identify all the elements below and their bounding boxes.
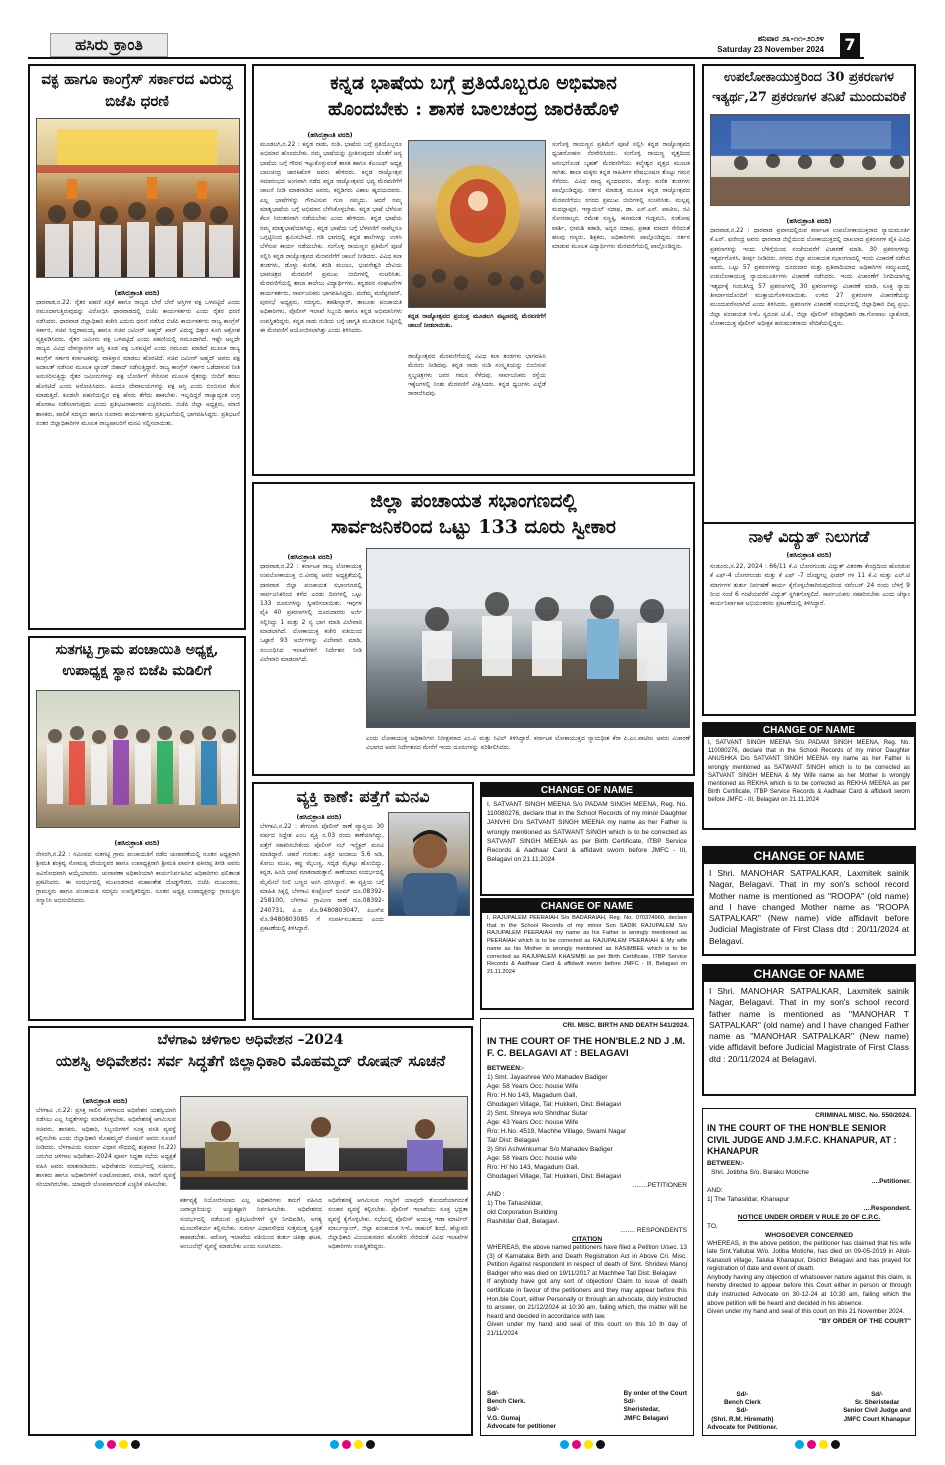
article-body: ಧಾರವಾಡ,ನ.22 : ಕರ್ನಾಟಕ ರಾಜ್ಯ ಲೋಕಾಯುಕ್ತ ಉಪಲೋಕಾಯುಕ್ತ ಬಿ.ವೀರಪ್ಪ ಅವರ ಅಧ್ಯಕ್ಷತೆಯಲ್ಲಿ ಧಾರವಾಡ ಜಿಲ್ಲಾ ಪಂಚಾಯತ ಸಭಾಂಗಣದಲ್ಲಿ ಸಾರ್ವಜನಿಕರಿಂದ ಕಳೆದ ಎರಡು ದಿನಗಳಲ್ಲಿ ಒಟ್ಟು 133 ದೂರುಗಳನ್ನು ಸ್ವೀಕರಿಸಲಾಯಿತು. ಇವುಗಳ ಪೈಕಿ 40 ಪ್ರಕರಣಗಳಲ್ಲಿ ದೂರುದಾರರು ಅರ್ಜಿ ಸಲ್ಲಿಸಿದ್ದು 1 ಮತ್ತು 2 ನ್ಯ ಭಾಗ ಮಾಡಿ ವಿಲೇವಾರಿ ಮಾಡಲಾಗಿದೆ. ಲೋಕಾಯುಕ್ತ ಕಚೇರಿ ವತಿಯಿಂದ ಒಟ್ಟಾರೆ 93 ಅರ್ಜಿಗಳನ್ನು ವಿಲೇವಾರಿ ಮಾಡಿ, ಸಂಬಂಧಿಸಿದ ಇಲಾಖೆಗಳಿಗೆ ನಿರ್ದೇಶನ ನೀಡಿ ವಿಲೇವಾರಿ ಮಾಡಲಾಗಿದೆ.: [260, 563, 362, 663]
issue-date-kn: ಶನಿವಾರ ೨೩-೧೧-೨೦೨೪: [757, 34, 824, 43]
missing-person-photo: [388, 812, 470, 916]
to-label: TO,: [707, 1222, 718, 1230]
protest-photo-svg: [37, 119, 240, 278]
signature-left: Sd/- Bench Clerk. Sd/- V.G. Gumaj Advocate for petitioner: [487, 1389, 556, 1430]
dateline: (ಹಸಿರುಕ್ರಾಂತಿ ವರದಿ): [287, 553, 333, 561]
photo-caption: ಎಂದು ಲೋಕಾಯುಕ್ತ ಅಧಿಕಾರಿಗಳು ನಿರೀಕ್ಷಕರಾದ ಎಂ.ವಿ ಮತ್ತು ಸಿವಿಲ್ ತಿಳಿಸಿದ್ದಾರೆ. ಕರ್ನಾಟಕ ಲೋಕಾಯುಕ್ತದ ನ್ಯಾಯಧೀಶ ಕೆರಾ ಪಿ.ಎಂ.ಪಾಟೀಲ ಅವರು ವಿಚಾರಣೆ ವಿಭಾಗದ ಅವರ ನಿರ್ದೇಶನದ ಮೇರೆಗೆ ಇಂದು ದೂರುಗಳನ್ನು ಪರಿಶೀಲಿಸಿದರು.: [366, 735, 690, 752]
headline: ವ್ಯಕ್ತಿ ಕಾಣೆ: ಪತ್ತೆಗೆ ಮನವಿ: [296, 787, 430, 806]
article-power-cut: [702, 524, 916, 716]
article-kannada-pride: [252, 64, 695, 476]
petitioner-1: 1) Smt. Jayashree W/o Mahadev Badiger Age: 58 Years Occ: house Wife R/o: H.No 143, Magadum Gall, Ghodageri Village, Tal: Hukkeri, Dist: Belagavi: [487, 1074, 622, 1108]
article-body-mid: ಕರ್ತವ್ಯಕ್ಕೆ ನಿಯೋಜಿಸಲಾದ ಎಲ್ಲ ಅಧಿಕಾರಿಗಳು ತಮಗೆ ವಹಿಸಿದ ಜವಾಬ್ದಾರಿಯನ್ನು ಅಚ್ಚುಕಟ್ಟಾಗಿ ನಿರ್ವಹಿಸಬೇಕು. ಅಧಿವೇಶನದ ಸಂದರ್ಭದಲ್ಲಿ ನಡೆಯುವ ಪ್ರತಿಭಟನೆಗಳಿಗೆ ಸ್ಥಳ ನಿಗದಿಪಡಿಸಿ, ಅಗತ್ಯ ಮೂಲಸೌಕರ್ಯ ಕಲ್ಪಿಸಬೇಕು. ಸುವರ್ಣ ವಿಧಾನಸೌಧದ ಸುತ್ತಮುತ್ತ ಸ್ವಚ್ಛತೆ ಕಾಪಾಡಬೇಕು. ಆರೋಗ್ಯ ಇಲಾಖೆಯ ವತಿಯಿಂದ ತುರ್ತು ಚಿಕಿತ್ಸಾ ಘಟಕ, ಆಂಬುಲೆನ್ಸ್ ವ್ಯವಸ್ಥೆ ಮಾಡಬೇಕು ಎಂದು ಸೂಚಿಸಿದರು.: [180, 1197, 322, 1251]
between-label: BETWEEN:-: [707, 1159, 745, 1167]
notice-text: I, SATVANT SINGH MEENA S/o PADAM SINGH MEENA, Reg. No. 110080276, declare that in the School Records of my minor Daughter JANVHI D/o SATVANT SINGH MEENA my name as her Father is wrongly mentioned as SATWANT SINGH which is to be corrected as SATVANT SINGH MEENA as per Birth Certificate, ITBP Service Records & Aadhaar Card & affidavit sworn before JMFC - III, Belagavi on 21.11.2024: [487, 801, 687, 864]
photo-caption: ಕನ್ನಡ ರಾಜ್ಯೋತ್ಸವದ ಪ್ರಯುಕ್ತ ಮೂಡಲಗಿ ಪಟ್ಟಣದಲ್ಲಿ ಮೆರವಣಿಗೆಗೆ ಚಾಲನೆ ನೀಡಲಾಯಿತು.: [408, 313, 546, 330]
article-body-right: ಸಂಗೊಳ್ಳಿ ರಾಯಣ್ಣನ ಪ್ರತಿಮೆಗೆ ಪೂಜೆ ಸಲ್ಲಿಸಿ ಕನ್ನಡ ರಾಜ್ಯೋತ್ಸವದ ಧ್ವಜಾರೋಹಣ ನೆರವೇರಿಸಿದರು. ಸಂಗೊಳ್ಳಿ ರಾಯಣ್ಣ ವೃತ್ತದಿಂದ ಆರಂಭಗೊಂಡ ಬೃಹತ್ ಮೆರವಣಿಗೆಯು ಕಲ್ಮೇಶ್ವರ ವೃತ್ತದ ಮೂಲಕ ಸಾಗಿತು. ಶಾಲಾ ಮಕ್ಕಳು ಕನ್ನಡ ಸಾಹಿತಿಗಳ ವೇಷಭೂಷಣ ತೊಟ್ಟು ಗಮನ ಸೆಳೆದರು. ವಿವಿಧ ವಾದ್ಯ ವೃಂದದವರು, ಡೊಳ್ಳು ಕುಣಿತ ತಂಡಗಳು ಪಾಲ್ಗೊಂಡಿದ್ದವು. ನರ್ತನ ಮಾಡುತ್ತ ಮೂಲಕ ಕನ್ನಡ ರಾಜ್ಯೋತ್ಸವದ ಮೆರವಣಿಗೆಯು ನಗರದ ಪ್ರಮುಖ ಬೀದಿಗಳಲ್ಲಿ ಸಂಚರಿಸಿತು. ಮಲ್ಲಪ್ಪ ಮದಲ್ಲಾಪುರ, ಇಸ್ಮಾಯಿಲ್ ನದಾಫ, ಡಾ. ಎಸ್.ಎಸ್. ಪಾಟೀಲ, ರವಿ ಸೋನವಾಲ್ಕರ, ರಮೇಶ ಸಣ್ಣಕ್ಕಿ, ಹಣಮಂತ ಗುಡ್ಲಮನಿ, ಸಂತೋಷ ಪಾರ್ಶಿ, ಭೀಮಶಿ ಕಡಾಡಿ, ಅನ್ವರ ನದಾಫ, ಪ್ರಕಾಶ ಮಾದರ ಸೇರಿದಂತೆ ಹಲವು ಗಣ್ಯರು, ಶಿಕ್ಷಕರು, ಅಧಿಕಾರಿಗಳು ಪಾಲ್ಗೊಂಡಿದ್ದರು. ನರ್ತನ ಮಾಡುವ ಮೂಲಕ ವಿದ್ಯಾರ್ಥಿಗಳು ಮೆರವಣಿಗೆಯಲ್ಲಿ ಪಾಲ್ಗೊಂಡಿದ್ದರು.: [552, 141, 690, 251]
and-label: AND:: [707, 1186, 723, 1194]
registration-marks: [560, 1440, 605, 1449]
article-sutagatti: [28, 636, 246, 1021]
registration-marks: [95, 1440, 140, 1449]
change-of-name-notice: [702, 846, 916, 956]
notice-text: I, SATVANT SINGH MEENA S/o PADAM SINGH MEENA, Reg. No. 110080276, declare that in the School Records of my minor Daughter ANUSHKA D/o SATVANT SINGH MEENA my name as her Father is wrongly mentioned as SATWANT SINGH which is to be corrected as SATVANT SINGH MEENA & My Wife name as her Mother is wrongly mentioned as REKHA which is to be corrected as REKHA MEENA as per Birth Certificate, ITBP Service Records & Aadhaar Card & affidavit sworn before JMFC - III, Belagavi on 21.11.2024: [708, 740, 910, 804]
registration-marks: [330, 1440, 375, 1449]
headline-line-1: ಕನ್ನಡ ಭಾಷೆಯ ಬಗ್ಗೆ ಪ್ರತಿಯೊಬ್ಬರೂ ಅಭಿಮಾನ: [330, 72, 617, 94]
headline: ನಾಳೆ ವಿದ್ಯುತ್ ನಿಲುಗಡೆ: [748, 527, 870, 546]
notice-heading: CHANGE OF NAME: [704, 848, 914, 864]
citation-heading: CITATION: [571, 1236, 603, 1243]
petitioner-1: Shri. Jotibha S/o. Baraku Motiche: [711, 1168, 809, 1176]
respondent-1: 1) The Tahashildar, old Corporation Building Rashildar Gall, Belagavi.: [487, 1200, 560, 1225]
headline: ವಕ್ಫ ಹಾಗೂ ಕಾಂಗ್ರೆಸ್ ಸರ್ಕಾರದ ವಿರುದ್ಧ ಬಿಜೆಪಿ ಧರಣಿ: [41, 70, 233, 110]
petitioner-label: ....Petitioner.: [871, 1177, 911, 1185]
signature-right: Sd/- Sr. Sheristedar Senior Civil Judge and JMFC Court Khanapur: [843, 1390, 911, 1423]
article-lokayukta-complaints: [252, 482, 695, 776]
article-waqf-protest: [28, 64, 246, 630]
respondent-1: 1] The Tahasildar, Khanapur: [707, 1195, 790, 1203]
signatures: [707, 1391, 911, 1432]
dateline: (ಹಸಿರುಕ್ರಾಂತಿ ವರದಿ): [296, 813, 342, 821]
hearing-photo: [366, 548, 690, 728]
meeting-photo-svg: [711, 115, 910, 206]
dateline: (ಹಸಿರುಕ್ರಾಂತಿ ವರದಿ): [307, 131, 353, 139]
paper-name: ಹಸಿರು ಕ್ರಾಂತಿ: [50, 33, 168, 57]
kicker: ಬೆಳಗಾವಿ ಚಳಿಗಾಲ ಅಧಿವೇಶನ –2024: [157, 1032, 344, 1048]
signature-left: Sd/- Bench Clerk Sd/- (Shri. R.M. Hiremath) Advocate for Petitioner.: [707, 1390, 778, 1431]
article-body-cont: ರಾಜ್ಯೋತ್ಸವದ ಮೆರವಣಿಗೆಯಲ್ಲಿ ವಿವಿಧ ಕಲಾ ತಂಡಗಳು ಭಾಗವಹಿಸಿ ಮೆರುಗು ನೀಡಿದವು. ಕನ್ನಡ ನಾಡು ನುಡಿ ಸಂಸ್ಕೃತಿಯನ್ನು ಬಿಂಬಿಸುವ ಸ್ತಬ್ಧಚಿತ್ರಗಳು ಜನರ ಗಮನ ಸೆಳೆದವು. ಸಾರ್ವಜನಿಕರು ರಸ್ತೆಯ ಇಕ್ಕೆಲಗಳಲ್ಲಿ ನಿಂತು ಮೆರವಣಿಗೆ ವೀಕ್ಷಿಸಿದರು. ಕನ್ನಡ ಧ್ವಜಗಳು ಎಲ್ಲೆಡೆ ರಾರಾಜಿಸಿದವು.: [408, 353, 546, 398]
headline-line-2: ಹೊಂದಬೇಕು : ಶಾಸಕ ಬಾಲಚಂದ್ರ ಜಾರಕಿಹೊಳಿ: [327, 98, 620, 120]
notice-text: I, RAJUPALEM PEERAIAH S/o BADARAIAH, Reg. No. 070374960, declare that in the School Records of my minor Son SADIK RAJUPALEM S/o RAJUPALEM PEERAIAH my name as his Father is wrongly mentioned as PEERAIAH which is to be corrected as RAJUPALEM PEERAIAH & My wife name as his Mother is wrongly mentioned as KASIMBEE which is to be corrected as RAJUPALEM KHASIMBI as per Birth Certificate, ITBP Service Records & Aadhaar Card & affidavit sworn before JMFC - III, Belagavi on 21.11.2024: [487, 915, 687, 975]
article-winter-session: [28, 1026, 473, 1436]
article-body: ಬೆಳಗಾವಿ ,ನ.22: ಪ್ರಸಕ್ತ ಸಾಲಿನ ಚಳಿಗಾಲದ ಅಧಿವೇಶನ ಯಶಸ್ವಿಯಾಗಿ ನಡೆಸಲು ಎಲ್ಲ ಸಿದ್ಧತೆಗಳನ್ನು ಮಾಡಿಕೊಳ್ಳಬೇಕು. ಅಧಿವೇಶನಕ್ಕೆ ಆಗಮಿಸುವ ಸಚಿವರು, ಶಾಸಕರು, ಅಧಿಕಾರಿ, ಸಿಬ್ಬಂದಿಗಳಿಗೆ ಸೂಕ್ತ ವಸತಿ ವ್ಯವಸ್ಥೆ ಕಲ್ಪಿಸಬೇಕು ಎಂದು ಜಿಲ್ಲಾಧಿಕಾರಿ ಮೊಹಮ್ಮದ್ ರೋಷನ್ ಅವರು ಸೂಚನೆ ನೀಡಿದರು. ಬೆಳಗಾವಿಯ ಸುವರ್ಣ ವಿಧಾನ ಸೌಧದಲ್ಲಿ ಶುಕ್ರವಾರ (ನ.22) ಜರುಗಿದ ಚಳಿಗಾಲ ಅಧಿವೇಶನ–2024 ಪೂರ್ವ ಸಿದ್ಧತಾ ಸಭೆಯ ಅಧ್ಯಕ್ಷತೆ ವಹಿಸಿ ಅವರು ಮಾತನಾಡಿದರು. ಅಧಿವೇಶನದ ಸಂದರ್ಭದಲ್ಲಿ ಸಚಿವರು, ಶಾಸಕರು ಹಾಗೂ ಅಧಿಕಾರಿಗಳಿಗೆ ಊಟೋಪಚಾರ, ವಸತಿ, ಸಾರಿಗೆ ವ್ಯವಸ್ಥೆ ಸರಿಯಾಗಿರಬೇಕು. ಯಾವುದೇ ಲೋಪವಾಗದಂತೆ ಎಚ್ಚರಿಕೆ ವಹಿಸಬೇಕು.: [36, 1107, 176, 1189]
article-body: ಧಾರವಾಡ,ನ.22: ರೈತರ ಪಹಣಿ ಪತ್ರಿಕೆ ಹಾಗೂ ರಾಜ್ಯದ ಬೇರೆ ಬೇರೆ ಆಸ್ತಿಗಳ ವಕ್ಫ ಒಳಪಟ್ಟಿದೆ ಎಂದು ನಮೂದಾಗುತ್ತಿರುವುದನ್ನು ವಿರೋಧಿಸಿ ಧಾರವಾಡದಲ್ಲಿ ಬಿಜೆಪಿ ಕಾರ್ಯಕರ್ತರು ಎಂದು ರೈತರ ಧರಣಿ ನಡೆಸಿದರು. ಧಾರವಾಡ ಜಿಲ್ಲಾಧಿಕಾರಿ ಕಚೇರಿ ಎದುರು ಧರಣಿ ನಡೆಸಿದ ಬಿಜೆಪಿ ಕಾರ್ಯಕರ್ತರು ರಾಜ್ಯ ಕಾಂಗ್ರೆಸ್ ಸರ್ಕಾರ, ಸಚಿವ ಸಿದ್ದರಾಮಯ್ಯ ಹಾಗೂ ಸಚಿವ ಜಮೀರ್ ಅಹ್ಮದ್ ಖಾನ್ ವಿರುದ್ಧ ಧಿಕ್ಕಾರ ಕೂಗಿ ಆಕ್ರೋಶ ವ್ಯಕ್ತಪಡಿಸಿದರು. ರೈತರ ಜಮೀನು ವಕ್ಫ ಒಳಪಟ್ಟಿದೆ ಎಂದು ಪಹಣಿಯಲ್ಲಿ ನಮೂದಾಗಿದೆ. ಇಷ್ಟೇ ಅಲ್ಲದೇ ರಾಜ್ಯದ ವಿವಿಧ ದೇವಸ್ಥಾನಗಳ ಆಸ್ತಿ ಕೂಡ ವಕ್ಫ ಒಳಪಟ್ಟಿವೆ ಎಂದು ನಮೂದು ಮಾಡಿದೆ ಮೂಲಕ ರಾಜ್ಯ ಕಾಂಗ್ರೆಸ್ ಸರ್ಕಾರ ಕರ್ನಾಟಕವನ್ನು ವಾಕಿಸ್ತಾನ ಮಾಡಲು ಹೊರಟಿದೆ. ಸಚಿವ ಜಮೀರ್ ಅಹ್ಮದ್ ಅವರು ವಕ್ಫ ಅದಾಲತ್ ನಡೆಸುವ ಮೂಲಕ ಲ್ಯಾಂಡ್ ಜಿಹಾದ್ ನಡೆಸುತ್ತಿದ್ದಾರೆ. ರಾಜ್ಯ ಕಾಂಗ್ರೆಸ್ ಸರ್ಕಾರ ಒಡೆದಾಳುವ ನೀತಿ ಅನುಸರಿಸುತ್ತಿದ್ದು ರೈತರ ಜಮೀನುಗಳನ್ನು ವಕ್ಫ ಬೋರ್ಡಿಗೆ ಸೇರಿಸುವ ಮೂಲಕ ರೈತರನ್ನು ಬೀದಿಗೆ ತರಲು ಹೊರಟಿದೆ ಎಂದು ಆರೋಪಿಸಿದರು. ಹಿಂದೂ ದೇವಾಲಯಗಳನ್ನು ವಕ್ಫ ಆಸ್ತಿ ಎಂದು ಬಿಂಬಿಸುವ ಕೆಲಸ ಮಾಡುತ್ತಿದೆ. ಕೂಡಲೇ ಪಹಣಿಯಲ್ಲಿನ ವಕ್ಫ ಹೆಸರು ತೆಗೆದು ಹಾಕಬೇಕು. ಇಲ್ಲದಿದ್ದರೆ ರಾಜ್ಯಾದ್ಯಂತ ಉಗ್ರ ಹೋರಾಟ ನಡೆಸಲಾಗುವುದು ಎಂದು ಪ್ರತಿಭಟನಾಕಾರರು ಎಚ್ಚರಿಸಿದರು. ಬಿಜೆಪಿ ಜಿಲ್ಲಾ ಅಧ್ಯಕ್ಷರು, ಮಾಜಿ ಶಾಸಕರು, ಪಾಲಿಕೆ ಸದಸ್ಯರು ಹಾಗೂ ನೂರಾರು ಕಾರ್ಯಕರ್ತರು ಪ್ರತಿಭಟನೆಯಲ್ಲಿ ಭಾಗವಹಿಸಿದ್ದರು. ಪ್ರತಿಭಟನೆ ನಂತರ ಜಿಲ್ಲಾಧಿಕಾರಿಗಳ ಮೂಲಕ ರಾಜ್ಯಪಾಲರಿಗೆ ಮನವಿ ಸಲ್ಲಿಸಲಾಯಿತು.: [36, 299, 240, 427]
change-of-name-notice: [702, 722, 916, 830]
dateline: (ಹಸಿರುಕ್ರಾಂತಿ ವರದಿ): [82, 1097, 128, 1105]
respondents-label: ........ RESPONDENTS: [620, 1227, 687, 1234]
case-number: CRI. MISC. BIRTH AND DEATH 541/2024.: [562, 1022, 689, 1029]
article-body: ನೇಸರಗಿ,ನ.22 : ಸಮೀಪದ ಸುತಗಟ್ಟಿ ಗ್ರಾಮ ಪಂಚಾಯತಿಗೆ ನಡೆದ ಚುನಾವಣೆಯಲ್ಲಿ ನೂತನ ಅಧ್ಯಕ್ಷರಾಗಿ ಶ್ರೀಮತಿ ಶಂಕ್ರವ್ವ ಸೋಮಪ್ಪ ದೇಯನ್ನವರ ಹಾಗೂ ಉಪಾಧ್ಯಕ್ಷರಾಗಿ ಶ್ರೀಮತಿ ಪಾರ್ವತಿ ಫಕೀರಪ್ಪ ತಿಗಡಿ ಅವರು ಅವಿರೋಧವಾಗಿ ಆಯ್ಕೆಯಾದರು. ಚುನಾವಣಾ ಅಧಿಕಾರಿಯಾಗಿ ಕಾರ್ಯನಿರ್ವಹಿಸಿದ ಅಧಿಕಾರಿಗಳು ಫಲಿತಾಂಶ ಪ್ರಕಟಿಸಿದರು. ಈ ಸಂದರ್ಭದಲ್ಲಿ ಮುಖಂಡರಾದ ಮಹಾಂತೇಶ ದೊಡ್ಡಗೌಡರ, ಬಿಜೆಪಿ ಮುಖಂಡರು, ಗ್ರಾಮಸ್ಥರು ಹಾಗೂ ಪಂಚಾಯತಿ ಸದಸ್ಯರು ಉಪಸ್ಥಿತರಿದ್ದರು. ನೂತನ ಅಧ್ಯಕ್ಷ ಉಪಾಧ್ಯಕ್ಷರನ್ನು ಗ್ರಾಮಸ್ಥರು ಸನ್ಮಾನಿಸಿ ಅಭಿನಂದಿಸಿದರು.: [36, 851, 240, 905]
article-body: ಸಂಡೂರು,ನ.22, 2024 : 66/11 ಕೆ.ವಿ ಬೋರಗುಂಡು ವಿದ್ಯುತ್ ವಿತರಣಾ ಕೇಂದ್ರದಿಂದ ಹೊರಡುವ ಕೆ ಎಫ್-4 ಬೋರಗುಂಡು ಮತ್ತು ಕೆ ಎಫ್ -7 ದೊಡ್ಡಗಲ್ಲ ಫೀಡರ್ ಗಳ 11 ಕೆ.ವಿ ಮತ್ತು ಎಲ್.ಟಿ ಮಾರ್ಗಗಳ ತುರ್ತು ನಿರ್ವಹಣೆ ಕಾರ್ಯ ಕೈಗೊಳ್ಳಬೇಕಾಗಿರುವುದರಿಂದ ನವೆಂಬರ್ 24 ರಂದು ಬೆಳಗ್ಗೆ 9 ರಿಂದ ಸಂಜೆ 6 ಗಂಟೆಯವರೆಗೆ ವಿದ್ಯುತ್ ಸ್ಥಗಿತಗೊಳ್ಳಲಿದೆ. ಸಾರ್ವಜನಿಕರು ಸಹಕರಿಸಬೇಕು ಎಂದು ಜೆಸ್ಕಾಂ ಕಾರ್ಯನಿರ್ವಾಹಕ ಅಭಿಯಂತರರು ಪ್ರಕಟಣೆಯಲ್ಲಿ ತಿಳಿಸಿದ್ದಾರೆ.: [710, 563, 910, 608]
headline-line-2: ಸಾರ್ವಜನಿಕರಿಂದ ಒಟ್ಟು 133 ದೂರು ಸ್ವೀಕಾರ: [331, 516, 616, 538]
page-number: 7: [840, 33, 860, 57]
headline: ಉಪಲೋಕಾಯುಕ್ತರಿಂದ 30 ಪ್ರಕರಣಗಳ ಇತ್ಯರ್ಥ,27 ಪ್ರಕರಣಗಳ ತನಿಖೆ ಮುಂದುವರಿಕೆ: [712, 70, 906, 105]
protest-photo: [36, 118, 240, 278]
case-number: CRIMINAL MISC. No. 550/2024.: [815, 1112, 911, 1119]
court-name: IN THE COURT OF THE HON'BLE.2 ND J .M. F. C. BELAGAVI AT : BELAGAVI: [487, 1036, 686, 1059]
dateline: (ಹಸಿರುಕ್ರಾಂತಿ ವರದಿ): [114, 289, 160, 297]
session-meeting-svg: [181, 1097, 468, 1190]
article-missing-person: [252, 782, 474, 1020]
and-label: AND :: [487, 1191, 505, 1198]
notice-text: I Shri. MANOHAR SATPALKAR, Laxmitek sainik Nagar, Belagavi. That in my son's school record father name is mentioned as "MANOHAR T SATPALKAR" (old name) and I have changed Father name as "MANOHAR SATPALKAR" (New name) vide affidavit before Judicial Magistrate of First Class dtd : 20/11/2024 at Belagavi.: [709, 986, 909, 1064]
notice-heading: NOTICE UNDER ORDER V RULE 20 OF C.P.C.: [737, 1213, 881, 1221]
headline: ಸುತಗಟ್ಟಿ ಗ್ರಾಮ ಪಂಚಾಯಿತಿ ಅಧ್ಯಕ್ಷ, ಉಪಾಧ್ಯಕ್ಷ ಸ್ಥಾನ ಬಿಜೆಪಿ ಮಡಿಲಿಗೆ: [55, 642, 219, 679]
article-upalokayukta: [702, 64, 916, 524]
article-body: ಧಾರವಾಡ,ನ.22 : ಧಾರವಾಡ ಪ್ರವಾಸದಲ್ಲಿರುವ ಕರ್ನಾಟಕ ಉಪಲೋಕಾಯುಕ್ತರಾದ ನ್ಯಾಯಮೂರ್ತಿ ಕೆ.ಎನ್. ಫಣೀಂದ್ರ ಅವರು ಧಾರವಾಡ ಜಿಲ್ಲೆಯಿಂದ ಲೋಕಾಯುಕ್ತದಲ್ಲಿ ದಾಖಲಾದ ಪ್ರಕರಣಗಳ ಪೈಕಿ ವಿವಿಧ ಪ್ರಕರಣಗಳನ್ನು ಇಂದು ಬೆಳಿಗ್ಗೆಯಿಂದ ಸಂಜೆಯವರೆಗೆ ವಿಚಾರಣೆ ಮಾಡಿ, 30 ಪ್ರಕರಣಗಳನ್ನು ಇತ್ಯರ್ಥಗೊಳಿಸಿ, ತೀರ್ಪು ನೀಡಿದರು. ನಗರದ ಜಿಲ್ಲಾ ಪಂಚಾಯತ ಸಭಾಂಗಣದಲ್ಲಿ ಇಂದು ವಿಚಾರಣೆ ನಡೆಸಿದ ಅವರು, ಒಟ್ಟು 57 ಪ್ರಕರಣಗಳನ್ನು ದೂರುದಾರ ಮತ್ತು ಪ್ರತಿವಾದಿಯಾದ ಅಧಿಕಾರಿಗಳ ಸಮ್ಮುಖದಲ್ಲಿ ಉಪಲೋಕಾಯುಕ್ತ ನ್ಯಾಯಮೂರ್ತಿಗಳು ವಿಚಾರಣೆ ನಡೆಸಿದರು. ಇಂದು ವಿಚಾರಣೆಗೆ ನಿಗದಿಯಾಗಿದ್ದ ಇತ್ಯರ್ಥಕ್ಕೆ ಗುರುತಿಸಿದ್ದ 57 ಪ್ರಕರಣಗಳಲ್ಲಿ 30 ಪ್ರಕರಣಗಳನ್ನು ವಿಚಾರಣೆ ಮಾಡಿ, ಸೂಕ್ತ ನ್ಯಾಯ ತೀರ್ಮಾನದೊಂದಿಗೆ ಮುಕ್ತಾಯಗೊಳಿಸಲಾಯಿತು. ಉಳಿದ 27 ಪ್ರಕರಣಗಳ ವಿಚಾರಣೆಯನ್ನು ಮುಂದುವರೆಸಲಾಗಿದೆ ಎಂದು ತಿಳಿಸಿದರು. ಪ್ರಕರಣಗಳ ವಿಚಾರಣೆ ಸಂದರ್ಭದಲ್ಲಿ ಜಿಲ್ಲಾಧಿಕಾರಿ ದಿವ್ಯ ಪ್ರಭು, ಜಿಲ್ಲಾ ಪಂಚಾಯತ ಸಿಇಓ ಸ್ವರೂಪ ಟಿ.ಕೆ., ಜಿಲ್ಲಾ ಪೊಲೀಸ್ ವರಿಷ್ಠಾಧಿಕಾರಿ ಡಾ.ಗೋಪಾಲ ಬ್ಯಾಕೋಡ, ಲೋಕಾಯುಕ್ತ ಪೊಲೀಸ್ ಅಧೀಕ್ಷಕ ಹನುಮಂತರಾಯ ವೇದಿಕೆಯಲ್ಲಿದ್ದರು.: [710, 227, 910, 327]
petitioner-label: ........PETITIONER: [632, 1182, 687, 1189]
notice-text: WHEREAS, in the above petition, the petitioner has claimed that his wife late Smt.Yallubai W/o. Jotiba Motiche, has died on 09-05-2019 in Alloli-Kanasoli village, Taluka Khanapur, District Belagavi and has prayed for registration of date and event of death. Anybody having any objection of whatsoever nature against this claim, is hereby directed to appear before this Court either in person or through duly instructed Advocate on 30-12-24 at 10:30 am, failing which the above petition will be heard and decided in his absence. Given under my hand and seal of this court on this 21 November 2024.: [707, 1239, 911, 1316]
group-photo: [36, 690, 240, 828]
petitioner-2: 2) Smt. Shreya w/o Shridhar Sutar Age: 43 Years Occ: house Wife R/o: H.No. 4519, Machhe Village, Swami Nagar Tal/ Dist: Belagavi: [487, 1110, 627, 1144]
headline: ಯಶಸ್ವಿ ಅಧಿವೇಶನ: ಸರ್ವ ಸಿದ್ಧತೆಗೆ ಜಿಲ್ಲಾಧಿಕಾರಿ ಮೊಹಮ್ಮದ್ ರೋಷನ್ ಸೂಚನೆ: [55, 1052, 446, 1070]
change-of-name-notice: [702, 964, 916, 1096]
group-photo-svg: [37, 691, 240, 828]
procession-photo-svg: [409, 141, 546, 308]
court-name: IN THE COURT OF THE HON'BLE SENIOR CIVIL JUDGE AND J.M.F.C. KHANAPUR, AT : KHANAPUR: [707, 1123, 897, 1156]
citation-text: WHEREAS, the above named petitioners have filed a Petition U/sec. 13 (3) of Karnataka Birth and Death Registration Act in Above Cri. Misc. Petition Against respondent in respect of death of Smt. Shridevi Manoj Badiger who was died on 19/11/2017 at Machhee Tal/ Dist: Belagavi If anybody have got any sort of objection/ Claim to issue of death certificate in favour of the petitioners and they may appear before this Hon.ble Court, either Personally or through an advocate, duly instructed to answer, on 21/12/2024 at 10:30 am, failing which, the matter will be heard and decided in accordance with law. Given under my hand and seal of this court on this 10 th day of 21/11/2024: [487, 1244, 687, 1337]
court-notice-belagavi: [480, 1018, 694, 1436]
hearing-photo-svg: [367, 549, 690, 728]
meeting-photo: [710, 114, 910, 206]
missing-person-svg: [389, 813, 470, 916]
article-body-right: ಅಧಿವೇಶನಕ್ಕೆ ಆಗಮಿಸುವ ಗಣ್ಯರಿಗೆ ಯಾವುದೇ ತೊಂದರೆಯಾಗದಂತೆ ಸಂಚಾರ ವ್ಯವಸ್ಥೆ ಕಲ್ಪಿಸಬೇಕು. ಪೊಲೀಸ್ ಇಲಾಖೆಯು ಸೂಕ್ತ ಭದ್ರತಾ ವ್ಯವಸ್ಥೆ ಕೈಗೊಳ್ಳಬೇಕು. ಸಭೆಯಲ್ಲಿ ಪೊಲೀಸ್ ಆಯುಕ್ತ ಇಡಾ ಮಾರ್ಟಿನ್ ಮಾರ್ಬನ್ಯಾಂಗ್, ಜಿಲ್ಲಾ ಪಂಚಾಯತ ಸಿಇಓ ರಾಹುಲ್ ಶಿಂಧೆ, ಹೆಚ್ಚುವರಿ ಜಿಲ್ಲಾಧಿಕಾರಿ ವಿಜಯಕುಮಾರ ಹೊನಕೇರಿ ಸೇರಿದಂತೆ ವಿವಿಧ ಇಲಾಖೆಗಳ ಅಧಿಕಾರಿಗಳು ಉಪಸ್ಥಿತರಿದ್ದರು.: [328, 1197, 468, 1251]
whoever-label: WHOSOEVER CONCERNED: [765, 1231, 853, 1239]
court-notice-khanapur: [702, 1108, 916, 1436]
headline-line-1: ಜಿಲ್ಲಾ ಪಂಚಾಯತ ಸಭಾಂಗಣದಲ್ಲಿ: [370, 490, 577, 512]
article-body: ಮೂಡಲಗಿ,ನ.22 : ಕನ್ನಡ ನಾಡು, ನುಡಿ, ಭಾಷೆಯ ಬಗ್ಗೆ ಪ್ರತಿಯೊಬ್ಬರೂ ಅಭಿಮಾನ ಹೊಂದಬೇಕು. ನಮ್ಮ ಭಾಷೆಯನ್ನು ಪ್ರೀತಿಸುವುದರ ಜೊತೆಗೆ ಅನ್ಯ ಭಾಷೆಯ ಬಗ್ಗೆ ಗೌರವ ಇಟ್ಟುಕೊಳ್ಳುವಂತೆ ಶಾಸಕ ಹಾಗೂ ಕೆಎಂಎಫ್ ಅಧ್ಯಕ್ಷ ಬಾಲಚಂದ್ರ ಜಾರಕಿಹೊಳಿ ಅವರು ಹೇಳಿದರು. ಕನ್ನಡ ರಾಜ್ಯೋತ್ಸವ ಸಮಾರಂಭದ ಅಂಗವಾಗಿ ನಡೆದ ಕನ್ನಡ ರಾಜ್ಯೋತ್ಸವದ ಭವ್ಯ ಮೆರವಣಿಗೆಗೆ ಚಾಲನೆ ನೀಡಿ ಮಾತನಾಡಿದ ಅವರು, ಕನ್ನಡಿಗರು ವಿಶಾಲ ಹೃದಯದವರು. ಎಲ್ಲ ಭಾಷೆಗಳನ್ನು ಗೌರವಿಸುವ ಗುಣ ನಮ್ಮದು. ಆದರೆ ನಮ್ಮ ಮಾತೃಭಾಷೆಯ ಬಗ್ಗೆ ಅಭಿಮಾನ ಬೆಳೆಸಿಕೊಳ್ಳಬೇಕು. ಕನ್ನಡ ಭಾಷೆ ಬೆಳೆಸುವ ಕೆಲಸ ನಿರಂತರವಾಗಿ ನಡೆಯಬೇಕು ಎಂದು ಹೇಳಿದರು. ಕನ್ನಡ ಭಾಷೆಯ ನಮ್ಮ ಮಾತೃಭಾಷೆಯಾಗಿದ್ದು, ಕನ್ನಡ ಭಾಷೆಯ ಬಗ್ಗೆ ಬೆಳವಣಿಗೆ ನಾವೆಲ್ಲರೂ ಒಗ್ಗಟ್ಟಿನಿಂದ ಶ್ರಮಿಸಬೇಕಿದೆ. ಗಡಿ ಭಾಗದಲ್ಲಿ ಕನ್ನಡ ಶಾಲೆಗಳನ್ನು ಉಳಿಸಿ ಬೆಳೆಸುವ ಕಾರ್ಯ ನಡೆಯಬೇಕು. ಸಂಗೊಳ್ಳಿ ರಾಯಣ್ಣನ ಪ್ರತಿಮೆಗೆ ಪೂಜೆ ಸಲ್ಲಿಸಿ ಕನ್ನಡ ರಾಜ್ಯೋತ್ಸವದ ಮೆರವಣಿಗೆಗೆ ಚಾಲನೆ ನೀಡಿದರು. ವಿವಿಧ ಕಲಾ ತಂಡಗಳು, ಡೊಳ್ಳು ಕುಣಿತ, ಕರಡಿ ಮಜಲು, ಭುವನೇಶ್ವರಿ ದೇವಿಯ ಭಾವಚಿತ್ರದ ಮೆರವಣಿಗೆ ಪ್ರಮುಖ ಬೀದಿಗಳಲ್ಲಿ ಸಂಚರಿಸಿತು. ಮೆರವಣಿಗೆಯಲ್ಲಿ ಶಾಲಾ ಕಾಲೇಜು ವಿದ್ಯಾರ್ಥಿಗಳು, ಕನ್ನಡಪರ ಸಂಘಟನೆಗಳ ಕಾರ್ಯಕರ್ತರು, ಸಾರ್ವಜನಿಕರು ಭಾಗವಹಿಸಿದ್ದರು. ಮರೆಮ್ಮ ಮರೆಪ್ಪನವರ್, ಪುರಸಭೆ ಅಧ್ಯಕ್ಷರು, ಸದಸ್ಯರು, ತಹಶೀಲ್ದಾರ್, ತಾಲೂಕು ಪಂಚಾಯತಿ ಅಧಿಕಾರಿಗಳು, ಪೊಲೀಸ್ ಇಲಾಖೆ ಸಿಬ್ಬಂದಿ ಹಾಗೂ ಕನ್ನಡ ಅಭಿಮಾನಿಗಳು ಉಪಸ್ಥಿತರಿದ್ದರು. ಕನ್ನಡ ನಾಡು ನುಡಿಯ ಬಗ್ಗೆ ಜಾಗೃತಿ ಮೂಡಿಸುವ ನಿಟ್ಟಿನಲ್ಲಿ ಈ ಮೆರವಣಿಗೆ ಆಯೋಜಿಸಲಾಗಿತ್ತು ಎಂದು ತಿಳಿಸಿದರು.: [260, 141, 402, 334]
notice-heading: CHANGE OF NAME: [704, 966, 914, 982]
issue-date-en: Saturday 23 November 2024: [717, 45, 824, 54]
petitioner-3: 3) Shri Ashwinkumar S/o Mahadev Badiger Age: 58 Years Occ: house wife R/o: H/ No 143, Magadum Gall, Ghodageri Village, Tal: Hukkeri, Dist: Belagavi: [487, 1146, 622, 1180]
notice-heading: CHANGE OF NAME: [704, 724, 914, 737]
respondent-label: ....Respondent.: [863, 1204, 911, 1212]
notice-text: I Shri. MANOHAR SATPALKAR, Laxmitek sainik Nagar, Belagavi. That in my son's school record Mother name is mentioned as "ROOPA" (old name) and I have changed Mother name as "ROOPA SATPALKAR" (New name) vide affidavit before Judicial Magistrate of First Class dtd : 20/11/2024 at Belagavi.: [709, 868, 909, 946]
dateline: (ಹಸಿರುಕ್ರಾಂತಿ ವರದಿ): [786, 551, 832, 559]
procession-photo: [408, 140, 546, 308]
dateline: (ಹಸಿರುಕ್ರಾಂತಿ ವರದಿ): [786, 217, 832, 225]
notice-heading: CHANGE OF NAME: [482, 784, 692, 797]
article-body: ಬೆಳಗಾವಿ,ನ.22 : ಶೇಗುಣಸಿ ಪೊಲೀಸ್ ಠಾಣೆ ವ್ಯಾಪ್ತಿಯ 30 ವರ್ಷದ ಸಿದ್ದೇಶ ಎಂಬ ವ್ಯಕ್ತಿ ನ.03 ರಂದು ಕಾಣೆಯಾಗಿದ್ದು, ಪತ್ತೆಗೆ ಸಹಕರಿಸಬೇಕೆಂದು ಪೊಲೀಸ್ ಸಬ್ ಇನ್ಸ್ಪೆಕ್ಟರ್ ಮನವಿ ಮಾಡಿದ್ದಾರೆ. ಚಹರೆ ಗುರುತು: ಎತ್ತರ ಅಂದಾಜು 5.6 ಅಡಿ, ಕೋಲು ಮುಖ, ಕಪ್ಪು ಮೈಬಣ್ಣ, ಸದೃಢ ಮೈಕಟ್ಟು ಹೊಂದಿದ್ದು, ಕನ್ನಡ, ಹಿಂದಿ ಭಾಷೆ ಮಾತನಾಡುತ್ತಾನೆ. ಕಾಣೆಯಾದ ಸಂದರ್ಭದಲ್ಲಿ ಮೈಮೇಲೆ ನೀಲಿ ಬಣ್ಣದ ಅಂಗಿ ಧರಿಸಿದ್ದಾನೆ. ಈ ವ್ಯಕ್ತಿಯ ಬಗ್ಗೆ ಮಾಹಿತಿ ಸಿಕ್ಕಲ್ಲಿ ಬೆಳಗಾವಿ ಕಂಟ್ರೋಲ್ ರೂಮ್ ದೂ.08392-258100, ಬೆಳಗಾವಿ ಗ್ರಾಮೀಣ ಠಾಣೆ ದೂ.08392-240731, ಪಿ.ಐ ಮೊ.9480803047, ಪಿಎಸ್ಐ ಮೊ.9480803085 ಗೆ ಸಂಪರ್ಕಿಸಬಹುದು ಎಂದು ಪ್ರಕಟಣೆಯಲ್ಲಿ ತಿಳಿಸಿದ್ದಾರೆ.: [260, 823, 384, 933]
dateline: (ಹಸಿರುಕ್ರಾಂತಿ ವರದಿ): [114, 839, 160, 847]
change-of-name-notice: [480, 782, 694, 896]
between-label: BETWEEN:-: [487, 1065, 525, 1072]
order-label: "BY ORDER OF THE COURT": [818, 1317, 911, 1325]
signatures: [487, 1390, 687, 1431]
session-meeting-photo: [180, 1096, 468, 1190]
masthead: [28, 33, 864, 59]
signature-right: By order of the Court Sd/- Sheristedar, JMFC Belagavi: [623, 1389, 687, 1422]
registration-marks: [795, 1440, 840, 1449]
change-of-name-notice: [480, 898, 694, 1010]
notice-heading: CHANGE OF NAME: [482, 900, 692, 913]
